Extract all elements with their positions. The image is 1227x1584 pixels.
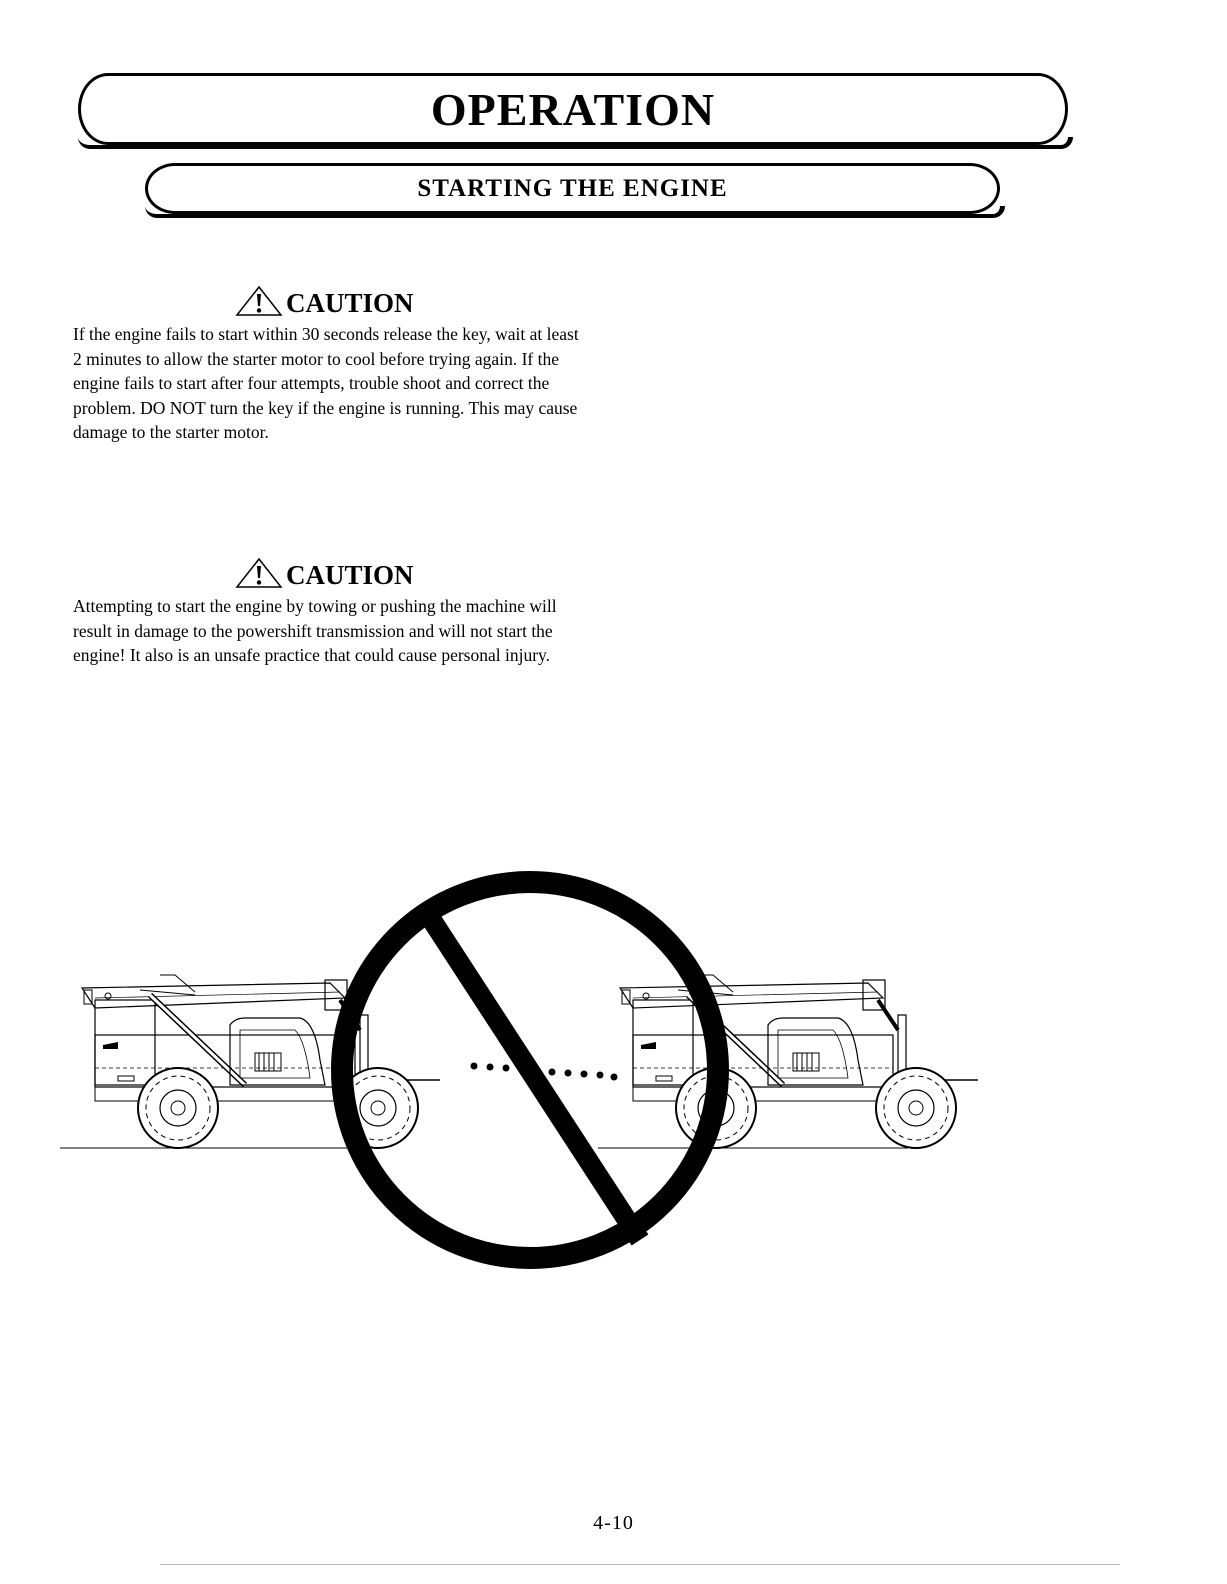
- warning-triangle-icon: [234, 285, 284, 317]
- subsection-title-banner: [145, 163, 1000, 214]
- prohibition-icon: [342, 882, 718, 1258]
- caution-heading-2: [234, 557, 414, 589]
- page-number: 4-10: [593, 1512, 634, 1534]
- warning-triangle-icon: [234, 557, 284, 589]
- page-title: OPERATION: [430, 83, 716, 135]
- caution-label: CAUTION: [286, 288, 414, 318]
- caution-label: CAUTION: [286, 560, 414, 590]
- caution-heading-1: [234, 285, 414, 317]
- section-title-banner: [78, 73, 1068, 145]
- caution-text-1: If the engine fails to start within 30 seconds release the key, wait at least 2 minutes to allow the starter motor to cool before trying again. If the engine fails to start after four attempts, trouble shoot and correct the problem. DO NOT turn the key if the engine is running. This may cause damage to the starter motor.: [73, 324, 579, 442]
- towing-telehandler: [598, 975, 978, 1148]
- towed-telehandler: [60, 975, 440, 1148]
- caution-text-2: Attempting to start the engine by towing or pushing the machine will result in damage to the powershift transmission and will not start the engine! It also is an unsafe practice that could cause personal injury.: [73, 596, 557, 665]
- subsection-title: STARTING THE ENGINE: [417, 174, 728, 202]
- no-towing-illustration: [0, 830, 1227, 1300]
- footer-divider: [160, 1564, 1120, 1565]
